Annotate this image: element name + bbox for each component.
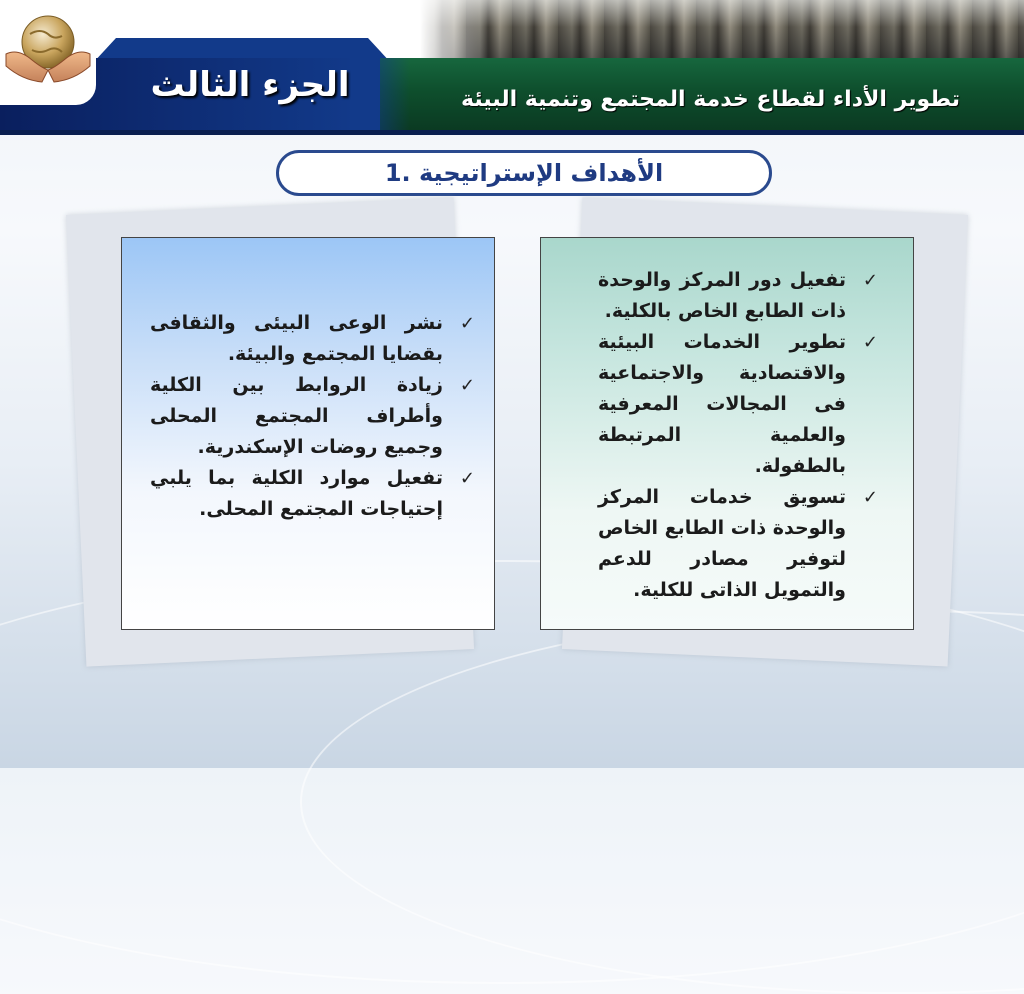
part-title: الجزء الثالث [150, 65, 350, 105]
list-item [150, 463, 475, 525]
list-item-text: تطوير الخدمات البيئية والاقتصادية والاجتماعية فى المجالات المعرفية والعلمية المرتبطة بالطفولة. [598, 331, 846, 477]
list-item [598, 482, 878, 606]
page-title: تطوير الأداء لقطاع خدمة المجتمع وتنمية البيئة [461, 87, 960, 112]
checkmark-icon: ✓ [459, 468, 475, 489]
checkmark-icon: ✓ [862, 332, 878, 353]
list-item [598, 327, 878, 482]
header [0, 0, 1024, 135]
list-item-text: تفعيل دور المركز والوحدة ذات الطابع الخاص بالكلية. [598, 269, 846, 322]
list-item [150, 308, 475, 370]
section-title-pill: 1. الأهداف الإستراتيجية [276, 150, 772, 196]
logo-container [0, 0, 96, 105]
checkmark-icon: ✓ [459, 313, 475, 334]
list-item [598, 265, 878, 327]
list-item [150, 370, 475, 463]
list-item-text: تسويق خدمات المركز والوحدة ذات الطابع الخاص لتوفير مصادر للدعم والتمويل الذاتى للكلية. [598, 486, 846, 601]
list-item-text: تفعيل موارد الكلية بما يلبي إحتياجات المجتمع المحلى. [150, 467, 443, 520]
list-item-text: زيادة الروابط بين الكلية وأطراف المجتمع المحلى وجميع روضات الإسكندرية. [150, 374, 443, 458]
globe-in-hands-icon [0, 4, 96, 100]
left-goals-list [150, 308, 475, 525]
header-bottom-line [0, 130, 1024, 135]
checkmark-icon: ✓ [459, 375, 475, 396]
conference-photo-strip [420, 0, 1024, 60]
list-item-text: نشر الوعى البيئى والثقافى بقضايا المجتمع والبيئة. [150, 312, 443, 365]
right-goals-list [598, 265, 878, 606]
checkmark-icon: ✓ [862, 487, 878, 508]
checkmark-icon: ✓ [862, 270, 878, 291]
